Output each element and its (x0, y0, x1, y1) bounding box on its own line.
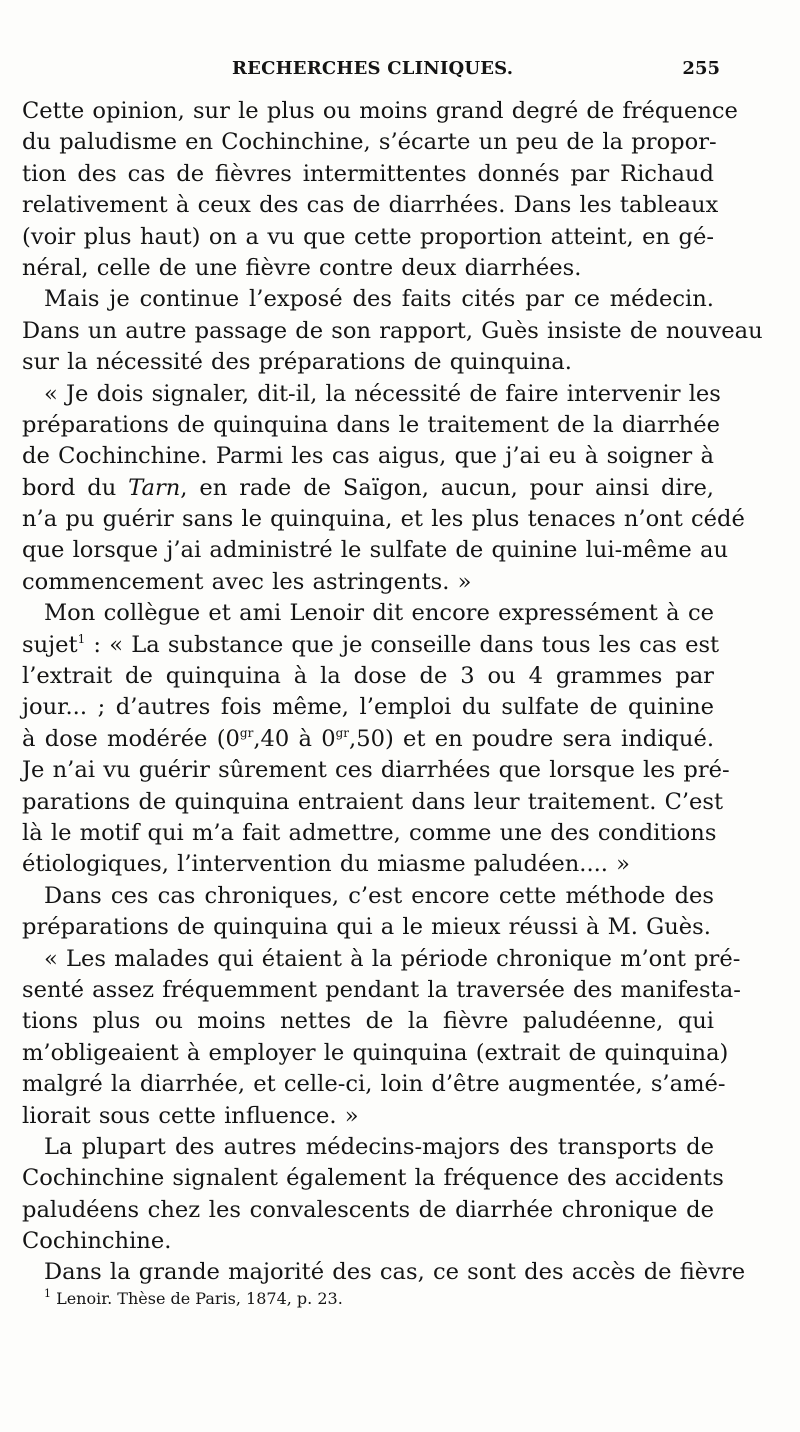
text-line: parations de quinquina entraient dans leur traitement. C’est (22, 788, 724, 815)
text-line: Dans ces cas chroniques, c’est encore cette méthode des (44, 882, 714, 909)
ship-name: Tarn (128, 474, 181, 501)
footnote (44, 1288, 343, 1310)
text-line: « Je dois signaler, dit-il, la nécessité de faire intervenir les (44, 380, 721, 407)
text-line: jour... ; d’autres fois même, l’emploi du sulfate de quinine (22, 694, 714, 721)
text-segment: , en rade de Saïgon, aucun, pour ainsi dire, (180, 474, 714, 501)
text-segment: ,50) et en poudre sera indiqué. (349, 725, 715, 752)
text-line: « Les malades qui étaient à la période chronique m’ont pré- (44, 945, 741, 972)
text-line: que lorsque j’ai administré le sulfate de quinine lui-même au (22, 537, 728, 564)
body-text (22, 96, 763, 1289)
unit-superscript: gr (239, 725, 254, 740)
text-segment: ,40 à 0 (253, 725, 336, 752)
text-line: de Cochinchine. Parmi les cas aigus, que j’ai eu à soigner à (22, 443, 714, 470)
text-segment: : « La substance que je conseille dans tous les cas est (85, 631, 720, 658)
text-line: là le motif qui m’a fait admettre, comme une des conditions (22, 819, 717, 846)
text-line: paludéens chez les convalescents de diarrhée chronique de (22, 1196, 714, 1223)
page-number: 255 (682, 58, 720, 79)
text-segment: sujet (22, 631, 78, 658)
text-line: Mon collègue et ami Lenoir dit encore expressément à ce (44, 600, 714, 627)
text-line: commencement avec les astringents. » (22, 568, 472, 595)
text-line: néral, celle de une fièvre contre deux diarrhées. (22, 254, 582, 281)
text-line: tions plus ou moins nettes de la fièvre paludéenne, qui (22, 1008, 714, 1035)
text-line: Cochinchine. (22, 1228, 172, 1255)
text-line (22, 724, 714, 755)
text-line (22, 630, 720, 661)
text-line: malgré la diarrhée, et celle-ci, loin d’être augmentée, s’amé- (22, 1071, 726, 1098)
text-line (22, 473, 714, 504)
text-line: Dans la grande majorité des cas, ce sont des accès de fièvre (44, 1259, 746, 1286)
text-line: (voir plus haut) on a vu que cette proportion atteint, en gé- (22, 223, 714, 250)
unit-superscript: gr (335, 725, 350, 740)
text-line: préparations de quinquina dans le traitement de la diarrhée (22, 411, 720, 438)
text-line: Je n’ai vu guérir sûrement ces diarrhées que lorsque les pré- (22, 757, 730, 784)
text-line: La plupart des autres médecins-majors des transports de (44, 1133, 714, 1160)
text-segment: à dose modérée (0 (22, 725, 240, 752)
text-line: relativement à ceux des cas de diarrhées. Dans les tableaux (22, 192, 719, 219)
footnote-marker: 1 (44, 1287, 51, 1300)
text-line: senté assez fréquemment pendant la traversée des manifesta- (22, 976, 741, 1003)
text-line: étiologiques, l’intervention du miasme paludéen.... » (22, 851, 630, 878)
text-line: liorait sous cette influence. » (22, 1102, 359, 1129)
text-segment: bord du (22, 474, 129, 501)
text-line: Mais je continue l’exposé des faits cités par ce médecin. (44, 286, 714, 313)
text-line: m’obligeaient à employer le quinquina (extrait de quinquina) (22, 1039, 729, 1066)
text-line: sur la nécessité des préparations de quinquina. (22, 349, 572, 376)
text-line: Cochinchine signalent également la fréquence des accidents (22, 1165, 724, 1192)
text-line: n’a pu guérir sans le quinquina, et les plus tenaces n’ont cédé (22, 506, 745, 533)
running-header (232, 58, 720, 88)
text-line: l’extrait de quinquina à la dose de 3 ou 4 grammes par (22, 663, 714, 690)
text-line: Dans un autre passage de son rapport, Guès insiste de nouveau (22, 317, 763, 344)
running-title: RECHERCHES CLINIQUES. (232, 58, 514, 79)
footnote-reference: 1 (77, 631, 86, 646)
footnote-text: Lenoir. Thèse de Paris, 1874, p. 23. (51, 1289, 343, 1308)
text-line: tion des cas de fièvres intermittentes donnés par Richaud (22, 160, 714, 187)
text-line: Cette opinion, sur le plus ou moins grand degré de fréquence (22, 98, 738, 124)
text-line: du paludisme en Cochinchine, s’écarte un peu de la propor- (22, 129, 717, 156)
text-line: préparations de quinquina qui a le mieux réussi à M. Guès. (22, 914, 711, 941)
